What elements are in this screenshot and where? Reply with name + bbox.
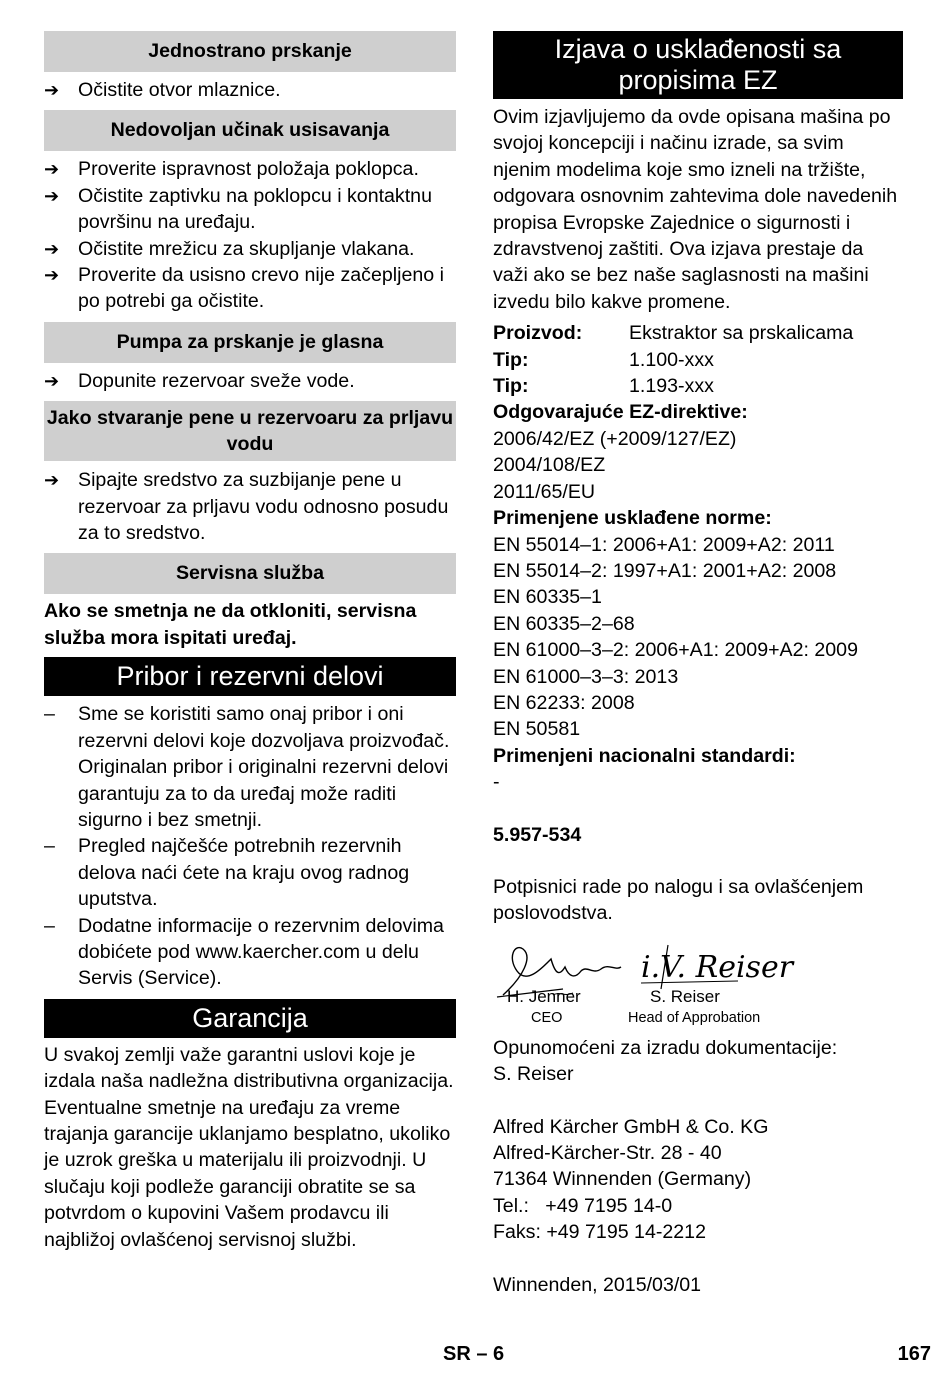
arrow-right-icon: ➔ [44, 80, 60, 100]
list-pena [44, 467, 456, 546]
address-line: 71364 Winnenden (Germany) [493, 1168, 752, 1191]
directive-item: 2004/108/EZ [493, 454, 606, 477]
right-column [493, 31, 903, 1298]
norm-item: EN 60335–1 [493, 586, 602, 609]
address-line: Alfred-Kärcher-Str. 28 - 40 [493, 1142, 722, 1164]
list-jednostrano [44, 77, 456, 103]
address-line: Alfred Kärcher GmbH & Co. KG [493, 1115, 769, 1138]
norm-item: EN 61000–3–3: 2013 [493, 665, 679, 688]
list-item: ➔ Sipajte sredstvo za suzbijanje pene u rezervoar za prljavu vodu odnosno posudu za to sredstvo. [44, 469, 449, 545]
signature-block [493, 937, 903, 1037]
heading-jako-stvaranje-pene: Jako stvaranje pene u rezervoaru za prljavu vodu [44, 401, 456, 461]
list-item: – Sme se koristiti samo onaj pribor i oni rezervni delovi koje dozvoljava proizvođač. Originalan pribor i originalni rezervni delovi garantuju za to da uređaj može raditi sigurno i bez smetnji. [44, 703, 450, 831]
directive-item: 2006/42/EZ (+2009/127/EZ) [493, 427, 737, 450]
signatories-text: Potpisnici rade po nalogu i sa ovlašćenjem poslovodstva. [493, 875, 864, 925]
list-item: ➔ Očistite otvor mlaznice. [44, 77, 456, 103]
type-row-1: Tip: 1.100-xxx [493, 348, 714, 371]
list-pumpa [44, 368, 456, 394]
norm-item: EN 60335–2–68 [493, 612, 635, 635]
list-pribor [44, 701, 456, 991]
address-line: Tel.: +49 7195 14-0 [493, 1194, 673, 1217]
arrow-right-icon: ➔ [44, 470, 60, 491]
heading-servisna-sluzba: Servisna služba [44, 553, 456, 594]
heading-garancija: Garancija [44, 999, 456, 1038]
norm-item: EN 62233: 2008 [493, 691, 635, 714]
directives-label: Odgovarajuće EZ-direktive: [493, 401, 748, 424]
national-label: Primenjeni nacionalni standardi: [493, 744, 796, 767]
arrow-right-icon: ➔ [44, 159, 60, 180]
left-column [44, 31, 456, 1253]
footer-section-label: SR – 6 [443, 1343, 505, 1365]
product-row: Proizvod: Ekstraktor sa prskalicama [493, 322, 854, 345]
address-block [493, 1114, 903, 1246]
national-value: - [493, 771, 500, 794]
heading-pribor: Pribor i rezervni delovi [44, 657, 456, 696]
list-item: ➔ Proverite da usisno crevo nije začepljeno i po potrebi ga očistite. [44, 264, 444, 313]
norm-item: EN 55014–1: 2006+A1: 2009+A2: 2011 [493, 533, 835, 556]
servisna-text: Ako se smetnja ne da otkloniti, servisna služba mora ispitati uređaj. [44, 600, 417, 649]
directive-item: 2011/65/EU [493, 480, 596, 503]
heading-izjava: Izjava o usklađenosti sa propisima EZ [493, 31, 903, 99]
signatory-2-role: Head of Approbation [628, 1009, 761, 1026]
arrow-right-icon: ➔ [44, 370, 60, 391]
norm-item: EN 55014–2: 1997+A1: 2001+A2: 2008 [493, 559, 837, 582]
arrow-right-icon: ➔ [44, 238, 60, 259]
list-item: ➔ Dopunite rezervoar sveže vode. [44, 368, 456, 394]
signatory-2-name: S. Reiser [650, 986, 720, 1006]
type-row-2: Tip: 1.193-xxx [493, 375, 714, 398]
document-number: 5.957-534 [493, 823, 582, 846]
authorized-text: Opunomoćeni za izradu dokumentacije: [493, 1036, 838, 1059]
list-item: – Pregled najčešće potrebnih rezervnih delova naći ćete na kraju ovog radnog uputstva. [44, 835, 410, 911]
list-item: ➔ Očistite mrežicu za skupljanje vlakana. [44, 236, 456, 262]
norm-item: EN 61000–3–2: 2006+A1: 2009+A2: 2009 [493, 639, 858, 662]
signatory-1-name: H. Jenner [507, 986, 581, 1006]
list-nedovoljan [44, 156, 456, 314]
list-item: ➔ Proverite ispravnost položaja poklopca. [44, 156, 456, 182]
arrow-right-icon: ➔ [44, 185, 60, 206]
norm-item: EN 50581 [493, 718, 581, 741]
izjava-intro: Ovim izjavljujemo da ovde opisana mašina po svojoj koncepciji i načinu izrade, sa svim njenim modelima koje smo izneli na tržište, odgovara osnovnim zahtevima dole navedenih propisa Evropske Zajednice o sigurnosti i zdravstvenoj zaštiti. Ova izjava prestaje da važi ako se bez naše saglasnosti na mašini izvedu bilo kakve promene. [493, 106, 898, 313]
authorized-name: S. Reiser [493, 1063, 574, 1086]
address-line: Faks: +49 7195 14-2212 [493, 1221, 706, 1244]
place-date: Winnenden, 2015/03/01 [493, 1273, 702, 1296]
signature-reiser: i.V. Reiser [641, 949, 794, 985]
heading-nedovoljan-ucinak: Nedovoljan učinak usisavanja [44, 110, 456, 151]
list-item: ➔ Očistite zaptivku na poklopcu i kontaktnu površinu na uređaju. [44, 184, 432, 234]
arrow-right-icon: ➔ [44, 265, 60, 286]
heading-jednostrano-prskanje: Jednostrano prskanje [44, 31, 456, 72]
heading-pumpa-glasna: Pumpa za prskanje je glasna [44, 322, 456, 363]
signatory-1-role: CEO [531, 1009, 563, 1026]
list-item: – Dodatne informacije o rezervnim delovima dobićete pod www.kaercher.com u delu Servis (Service). [44, 914, 444, 990]
garancija-text: U svakoj zemlji važe garantni uslovi koje je izdala naša nadležna distributivna organizacija. Eventualne smetnje na uređaju za vreme trajanja garancije uklanjamo besplatno, ukoliko je uzrok greška u materijalu ili proizvodnji. U slučaju koji podleže garanciji obratite se sa potvrdom o kupovini Vašem prodavcu ili najbližoj ovlašćenoj servisnoj službi. [44, 1043, 454, 1251]
page-number: 167 [897, 1343, 931, 1365]
norms-label: Primenjene usklađene norme: [493, 507, 772, 530]
